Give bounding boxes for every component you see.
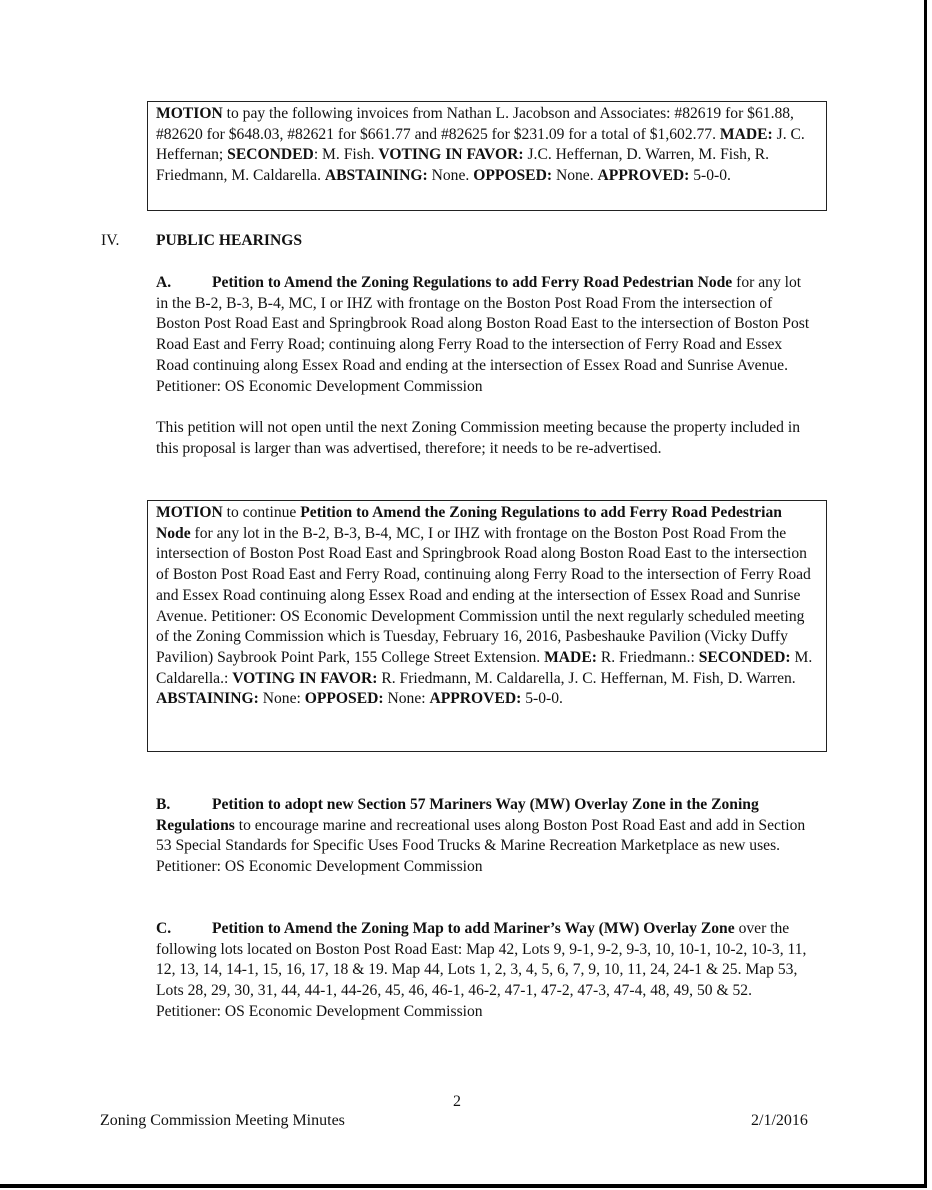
item-b-body: to encourage marine and recreational uses along Boston Post Road East and add in Section 53 Special Standards for Specific Uses Food Trucks & Marine Recreation Marketplace as new uses. <box>156 816 806 855</box>
item-c-body: over the following lots located on Boston Post Road East: Map 42, Lots 9, 9-1, 9-2, 9-3, 10, 10-1, 10-2, 10-3, 11, 12, 13, 14, 14-1, 15, 16, 17, 18 & 19. Map 44, Lots 1, 2, 3, 4, 5, 6, 7, 9, 10, 11, 24, 24-1 & 25. Map 53, Lots 28, 29, 30, 31, 44, 44-1, 44-26, 45, 46, 46-1, 46-2, 47-1, 47-2, 47-3, 47-4, 48, 49, 50 & 52. <box>156 920 807 1000</box>
item-c-letter: C. <box>156 920 172 937</box>
item-a-petitioner: Petitioner: OS Economic Development Commission <box>156 377 483 395</box>
motion-box-continue <box>147 500 827 752</box>
motion-box-invoices <box>147 101 827 211</box>
item-a-title: Petition to Amend the Zoning Regulations to add Ferry Road Pedestrian Node <box>212 274 733 291</box>
footer-date: 2/1/2016 <box>751 1112 808 1129</box>
item-c <box>156 919 821 1023</box>
footer-title: Zoning Commission Meeting Minutes <box>100 1112 345 1129</box>
item-b-title: Petition to adopt new Section 57 Mariners Way (MW) Overlay Zone in the Zoning Regulations <box>156 796 759 834</box>
item-a-body: for any lot in the B-2, B-3, B-4, MC, I or IHZ with frontage on the Boston Post Road From the intersection of Boston Post Road East and Springbrook Road along Boston Road East to the intersection of Boston Post Road East and Ferry Road; continuing along Ferry Road to the intersection of Ferry Road and Essex Road continuing along Essex Road and ending at the intersection of Essex Road and Sunrise Avenue. <box>156 274 810 374</box>
item-b-petitioner: Petitioner: OS Economic Development Commission <box>156 858 483 876</box>
item-a-letter: A. <box>156 274 172 291</box>
page-number: 2 <box>453 1093 461 1110</box>
motion-continue-text: MOTION to continue Petition to Amend the Zoning Regulations to add Ferry Road Pedestrian Node for any lot in the B-2, B-3, B-4, MC, I or IHZ with frontage on the Boston Post Road From the intersection of Boston Post Road East and Springbrook Road along Boston Road East to the intersection of Boston Post Road East and Ferry Road, continuing along Ferry Road to the intersection of Ferry Road and Essex Road continuing along Essex Road and ending at the intersection of Essex Road and Sunrise Avenue. Petitioner: OS Economic Development Commission until the next regularly scheduled meeting of the Zoning Commission which is Tuesday, February 16, 2016, Pasbeshauke Pavilion (Vicky Duffy Pavilion) Saybrook Point Park, 155 College Street Extension. MADE: R. Friedmann.: SECONDED: M. Caldarella.: VOTING IN FAVOR: R. Friedmann, M. Caldarella, J. C. Heffernan, M. Fish, D. Warren. ABSTAINING: None: OPPOSED: None: APPROVED: 5-0-0. <box>156 504 813 708</box>
item-b-text <box>156 795 816 857</box>
item-c-title: Petition to Amend the Zoning Map to add Mariner’s Way (MW) Overlay Zone <box>212 920 735 937</box>
item-b-letter: B. <box>156 796 171 813</box>
item-a-note: This petition will not open until the next Zoning Commission meeting because the property included in this proposal is larger than was advertised, therefore; it needs to be re-advertised. <box>156 418 801 457</box>
section-title: PUBLIC HEARINGS <box>156 232 303 249</box>
motion-invoices-text: MOTION to pay the following invoices from Nathan L. Jacobson and Associates: #82619 for $61.88, #82620 for $648.03, #82621 for $661.77 and #82625 for $231.09 for a total of $1,602.77. MADE: J. C. Heffernan; SECONDED: M. Fish. VOTING IN FAVOR: J.C. Heffernan, D. Warren, M. Fish, R. Friedmann, M. Caldarella. ABSTAINING: None. OPPOSED: None. APPROVED: 5-0-0. <box>156 105 805 185</box>
item-c-text <box>156 919 821 1002</box>
item-b <box>156 795 816 878</box>
item-a-text <box>156 273 816 377</box>
item-c-petitioner: Petitioner: OS Economic Development Commission <box>156 1002 483 1020</box>
item-a <box>156 273 816 459</box>
section-numeral: IV. <box>101 232 120 249</box>
